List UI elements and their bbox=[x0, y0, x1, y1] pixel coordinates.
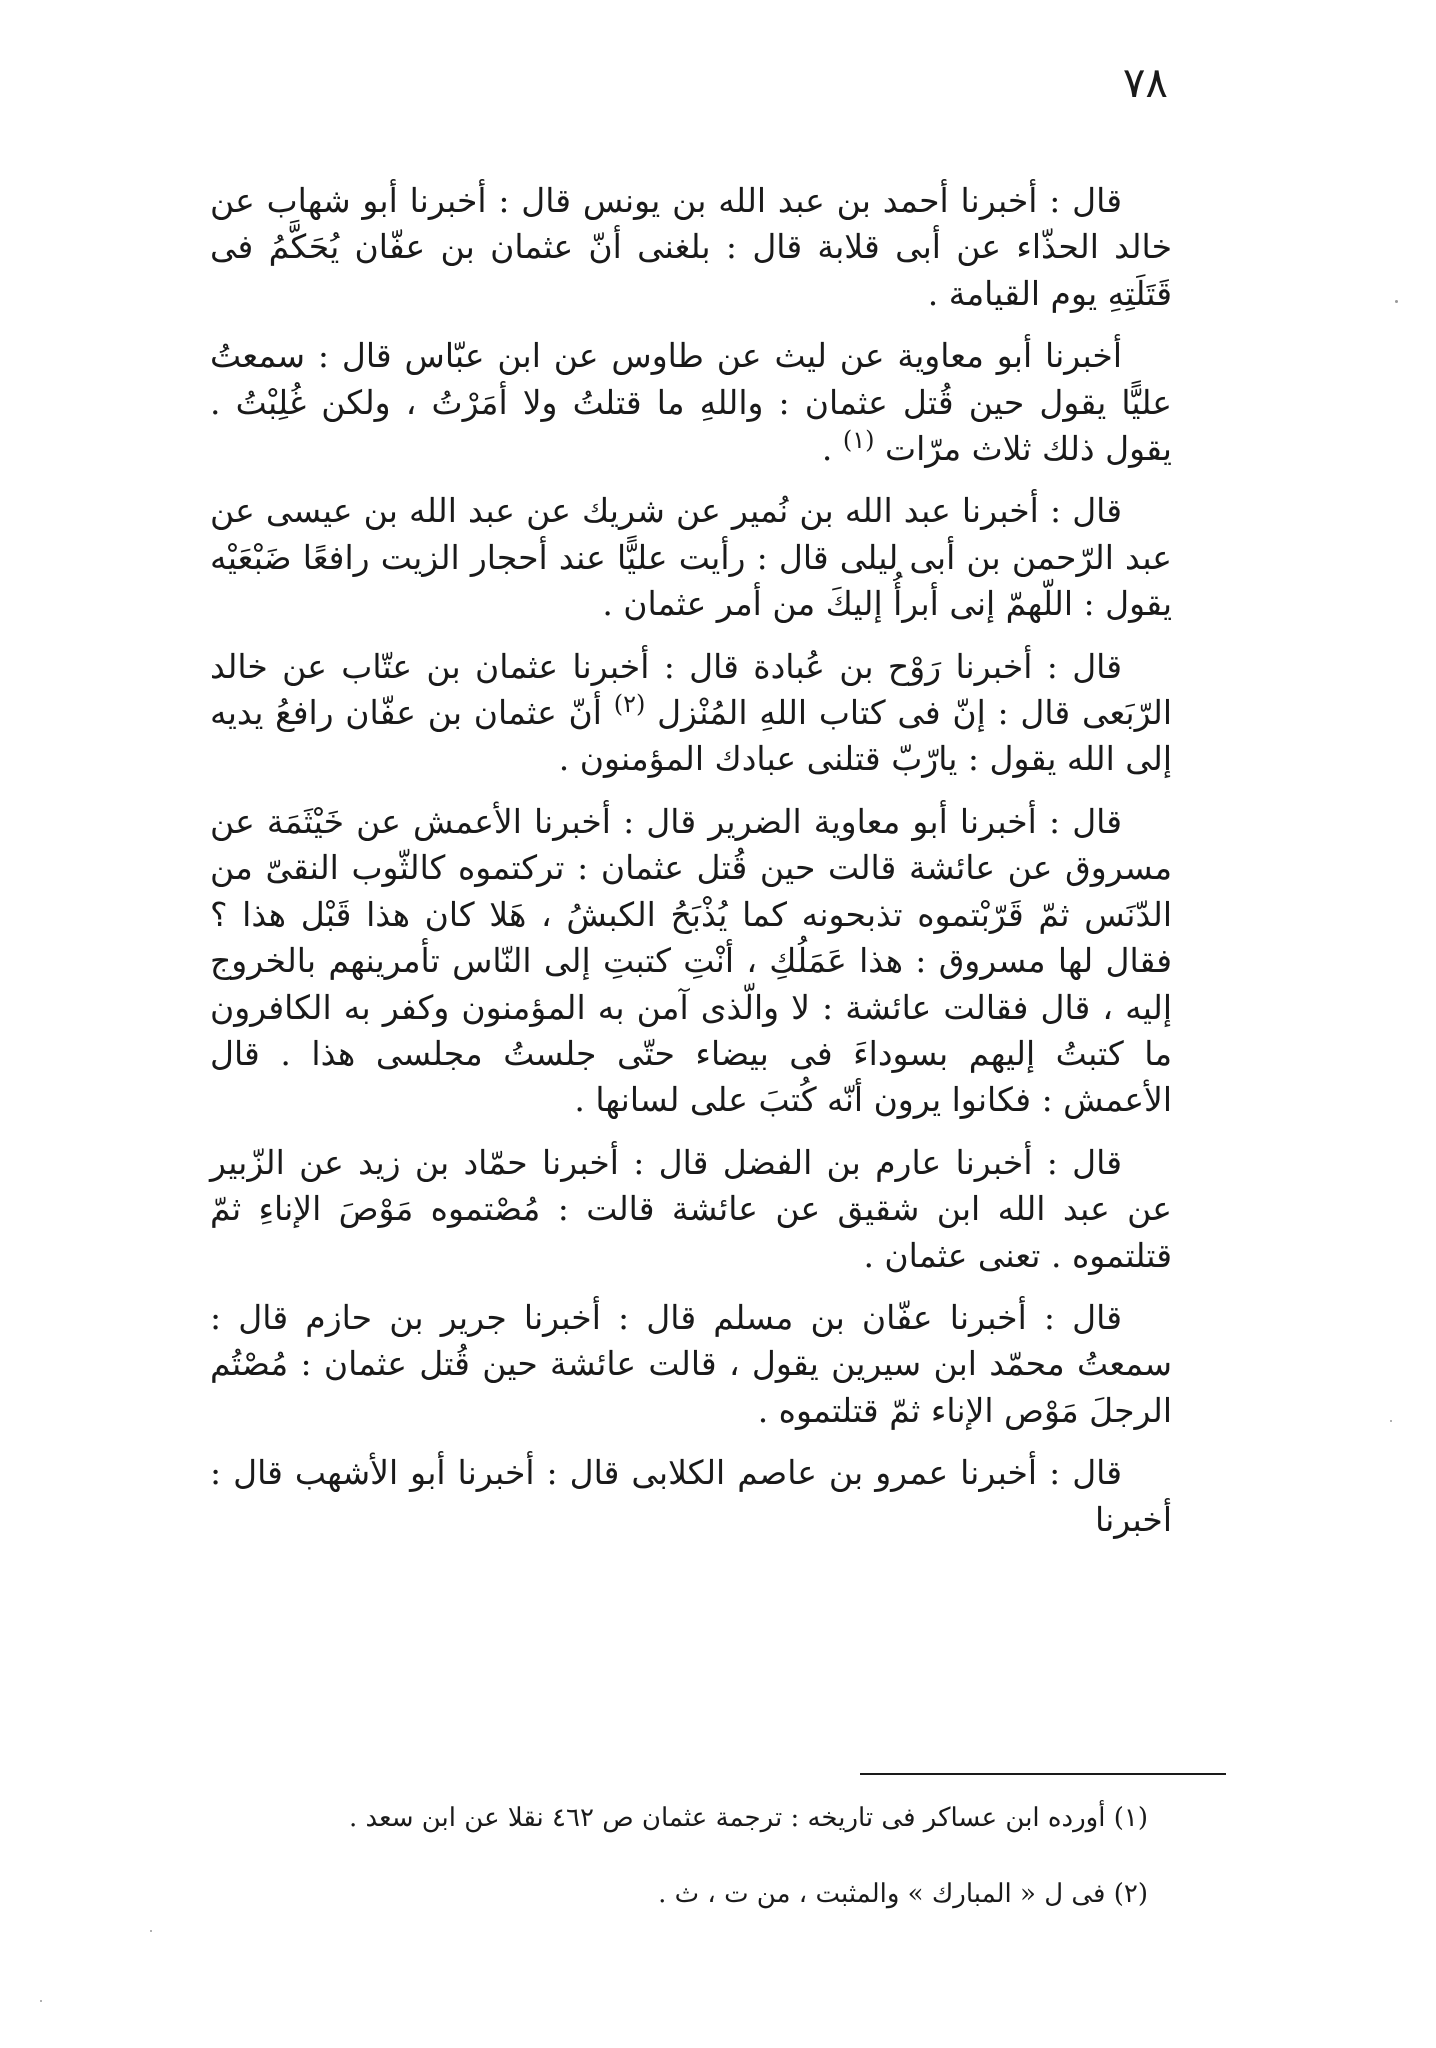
scan-speck bbox=[40, 2000, 42, 2002]
paragraph: قال : أخبرنا رَوْح بن عُبادة قال : أخبرنا عثمان بن عتّاب عن خالد الرّبَعى قال : إنّ فى كتاب اللهِ المُنْزل $^{(٢)}$ أنّ عثمان بن عفّان رافعُ يديه إلى الله يقول : يارّبّ قتلنى عبادك المؤمنون . bbox=[210, 646, 1172, 779]
footnote-divider bbox=[860, 1773, 1226, 1775]
paragraph: قال : أخبرنا أبو معاوية الضرير قال : أخبرنا الأعمش عن خَيْثَمَة عن مسروق عن عائشة قالت حين قُتل عثمان : تركتموه كالثّوب النقىّ من الدّنَس ثمّ قَرّبْتموه تذبحونه كما يُذْبَحُ الكبشُ ، هَلا كان هذا قَبْل هذا ؟ فقال لها مسروق : هذا عَمَلُكِ ، أنْتِ كتبتِ إلى النّاس تأمرينهم بالخروج إليه ، قال فقالت عائشة : لا والّذى آمن به المؤمنون وكفر به الكافرون ما كتبتُ إليهم بسوداءَ فى بيضاء حتّى جلستُ مجلسى هذا . قال الأعمش : فكانوا يرون أنّه كُتبَ على لسانها . bbox=[210, 801, 1172, 1120]
page-number: ٧٨ bbox=[1122, 58, 1168, 107]
footnotes bbox=[210, 1800, 1172, 1952]
paragraph: قال : أخبرنا عبد الله بن نُمير عن شريك عن عبد الله بن عيسى عن عبد الرّحمن بن أبى ليلى قال : رأيت عليًّا عند أحجار الزيت رافعًا ضَبْعَيْه يقول : اللّهمّ إنى أبرأُ إليكَ من أمر عثمان . bbox=[210, 491, 1172, 624]
paragraph: قال : أخبرنا عمرو بن عاصم الكلابى قال : أخبرنا أبو الأشهب قال : أخبرنا bbox=[210, 1453, 1172, 1539]
footnote: (١) أورده ابن عساكر فى تاريخه : ترجمة عثمان ص ٤٦٢ نقلا عن ابن سعد . bbox=[349, 1803, 1148, 1833]
footnote-reference: (١) bbox=[842, 426, 875, 455]
paragraph: أخبرنا أبو معاوية عن ليث عن طاوس عن ابن عبّاس قال : سمعتُ عليًّا يقول حين قُتل عثمان : واللهِ ما قتلتُ ولا أمَرْتُ ، ولكن غُلِبْتُ . يقول ذلك ثلاث مرّات $^{(١)}$ . bbox=[210, 336, 1172, 469]
footnote: (٢) فى ل « المبارك » والمثبت ، من ت ، ث . bbox=[658, 1879, 1148, 1909]
scan-speck bbox=[150, 1930, 152, 1932]
paragraph: قال : أخبرنا عفّان بن مسلم قال : أخبرنا جرير بن حازم قال : سمعتُ محمّد ابن سيرين يقول ، قالت عائشة حين قُتل عثمان : مُصْتُم الرجلَ مَوْص الإناء ثمّ قتلتموه . bbox=[210, 1297, 1172, 1430]
main-text-body bbox=[210, 178, 1172, 1559]
footnote-reference: (٢) bbox=[613, 690, 646, 719]
scan-speck bbox=[1390, 1420, 1392, 1422]
paragraph: قال : أخبرنا عارم بن الفضل قال : أخبرنا حمّاد بن زيد عن الزّبير عن عبد الله ابن شقيق عن عائشة قالت : مُصْتموه مَوْصَ الإناءِ ثمّ قتلتموه . تعنى عثمان . bbox=[210, 1142, 1172, 1275]
scan-speck bbox=[1395, 300, 1398, 303]
paragraph: قال : أخبرنا أحمد بن عبد الله بن يونس قال : أخبرنا أبو شهاب عن خالد الحذّاء عن أبى قلابة قال : بلغنى أنّ عثمان بن عفّان يُحَكَّمُ فى قَتَلَتِهِ يوم القيامة . bbox=[210, 181, 1172, 313]
